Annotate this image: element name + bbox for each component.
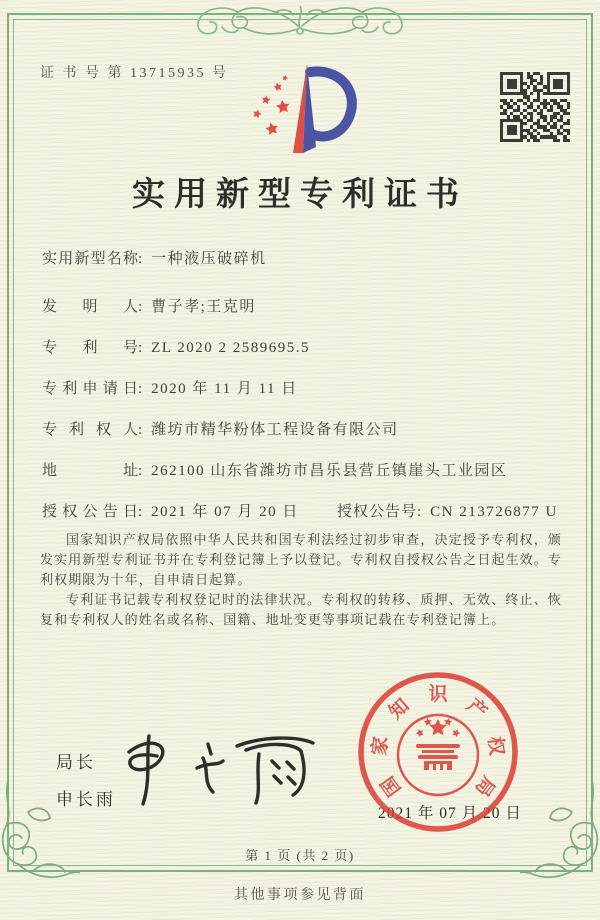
- field-label-grant-no: 授权公告号: [336, 504, 417, 520]
- field-colon: :: [138, 340, 143, 356]
- svg-text:权: 权: [483, 735, 507, 757]
- field-row-patent-no: [42, 336, 566, 360]
- field-row-name: [42, 247, 566, 271]
- field-value: ZL 2020 2 2589695.5: [151, 340, 310, 356]
- bottom-right-flourish-ornament-icon: [520, 780, 600, 885]
- page-indicator: 第 1 页 (共 2 页): [245, 848, 355, 863]
- official-seal-icon: [348, 660, 528, 840]
- top-flourish-ornament-icon: [178, 0, 422, 44]
- field-colon: :: [138, 251, 143, 267]
- field-row-patentee: [42, 418, 566, 442]
- field-label: 专利权人: [42, 422, 138, 438]
- field-row-grant: [42, 500, 566, 524]
- qr-code: [500, 72, 570, 142]
- svg-text:产: 产: [462, 695, 491, 724]
- field-colon: :: [138, 463, 143, 479]
- certificate-number: 证 书 号 第 13715935 号: [40, 66, 229, 81]
- seal-date: 2021 年 07 月 20 日: [378, 805, 522, 822]
- field-colon: :: [416, 504, 422, 520]
- field-value: 一种液压破碎机: [151, 251, 267, 267]
- field-value: 曹子孝;王克明: [151, 299, 256, 315]
- field-label-grant-date: 授权公告日: [42, 504, 138, 520]
- field-colon: :: [138, 422, 143, 438]
- footer-note: 其他事项参见背面: [234, 888, 366, 903]
- legal-paragraph-1: 国家知识产权局依照中华人民共和国专利法经过初步审查，决定授予专利权，颁发实用新型专利证书并在专利登记簿上予以登记。专利权自授权公告之日起生效。专利权期限为十年，自申请日起算。: [40, 532, 562, 587]
- svg-text:知: 知: [385, 695, 414, 724]
- field-value: 262100 山东省潍坊市昌乐县营丘镇崖头工业园区: [151, 463, 508, 479]
- svg-text:局: 局: [470, 771, 499, 800]
- legal-text-block: [40, 530, 562, 630]
- svg-text:识: 识: [428, 684, 448, 705]
- field-colon: :: [138, 381, 143, 397]
- field-label: 专利申请日: [42, 381, 138, 397]
- field-value: 潍坊市精华粉体工程设备有限公司: [151, 422, 399, 438]
- director-name: 申长雨: [56, 790, 116, 809]
- grant-number-pair: [337, 500, 558, 524]
- svg-text:国: 国: [377, 771, 406, 800]
- grant-date-value: 2021 年 07 月 20 日: [151, 504, 299, 520]
- field-row-inventor: [42, 295, 566, 319]
- field-row-filing-date: [42, 377, 566, 401]
- field-label: 发明人: [42, 299, 138, 315]
- certificate-title: 实用新型专利证书: [132, 177, 468, 213]
- field-value: 2020 年 11 月 11 日: [151, 381, 298, 397]
- grant-number-value: CN 213726877 U: [430, 504, 558, 520]
- field-colon: :: [138, 299, 143, 315]
- field-colon: :: [138, 504, 143, 520]
- cnipa-logo-icon: [238, 56, 363, 161]
- legal-paragraph-2: 专利证书记载专利权登记时的法律状况。专利权的转移、质押、无效、终止、恢复和专利权人的姓名或名称、国籍、地址变更等事项记载在专利登记簿上。: [40, 592, 562, 627]
- svg-text:家: 家: [369, 735, 393, 757]
- field-label: 实用新型名称: [42, 251, 138, 267]
- director-block: [56, 744, 116, 818]
- certificate-fields: [42, 247, 566, 541]
- field-label: 地址: [42, 463, 138, 479]
- field-row-address: [42, 459, 566, 483]
- director-title: 局长: [56, 753, 96, 772]
- director-signature-icon: [115, 728, 340, 808]
- field-label: 专利号: [42, 340, 138, 356]
